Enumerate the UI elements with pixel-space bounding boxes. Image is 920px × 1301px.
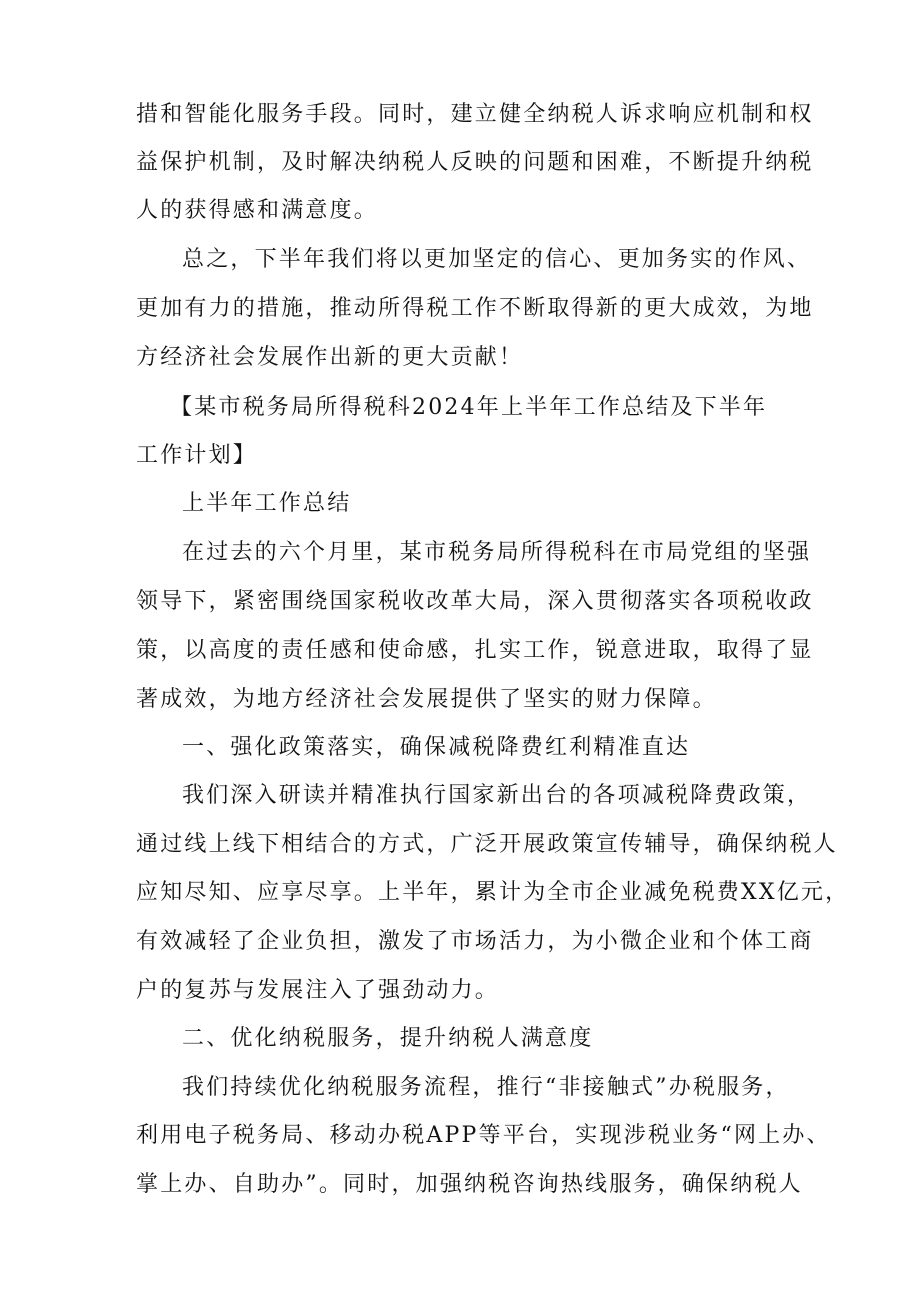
paragraph-line: 在过去的六个月里，某市税务局所得税科在市局党组的坚强	[182, 540, 812, 565]
section-title: 工作计划】	[136, 443, 258, 468]
paragraph-line: 著成效，为地方经济社会发展提供了坚实的财力保障。	[136, 687, 717, 712]
subheading: 二、优化纳税服务，提升纳税人满意度	[182, 1026, 594, 1051]
subheading: 上半年工作总结	[182, 491, 352, 516]
paragraph-line: 人的获得感和满意度。	[136, 198, 379, 223]
paragraph-line: 户的复苏与发展注入了强劲动力。	[136, 978, 500, 1003]
paragraph-line: 有效减轻了企业负担，激发了市场活力，为小微企业和个体工商	[136, 929, 814, 954]
paragraph-line: 更加有力的措施，推动所得税工作不断取得新的更大成效，为地	[136, 296, 814, 321]
paragraph-line: 掌上办、自助办”。同时，加强纳税咨询热线服务，确保纳税人	[136, 1172, 803, 1197]
paragraph-line: 总之，下半年我们将以更加坚定的信心、更加务实的作风、	[182, 247, 812, 272]
paragraph-line: 我们深入研读并精准执行国家新出台的各项减税降费政策，	[182, 783, 812, 808]
paragraph-line: 益保护机制，及时解决纳税人反映的问题和困难，不断提升纳税	[136, 150, 814, 175]
paragraph-line: 方经济社会发展作出新的更大贡献！	[136, 345, 524, 370]
paragraph-line: 通过线上线下相结合的方式，广泛开展政策宣传辅导，确保纳税人	[136, 832, 838, 857]
paragraph-line: 策，以高度的责任感和使命感，扎实工作，锐意进取，取得了显	[136, 638, 814, 663]
paragraph-line: 措和智能化服务手段。同时，建立健全纳税人诉求响应机制和权	[136, 102, 814, 127]
paragraph-line: 领导下，紧密围绕国家税收改革大局，深入贯彻落实各项税收政	[136, 589, 814, 614]
paragraph-line: 我们持续优化纳税服务流程，推行“非接触式”办税服务，	[182, 1075, 790, 1100]
paragraph-line: 利用电子税务局、移动办税APP等平台，实现涉税业务“网上办、	[136, 1123, 831, 1148]
section-title: 【某市税务局所得税科2024年上半年工作总结及下半年	[170, 395, 768, 420]
subheading: 一、强化政策落实，确保减税降费红利精准直达	[182, 735, 691, 760]
paragraph-line: 应知尽知、应享尽享。上半年，累计为全市企业减免税费XX亿元，	[136, 880, 850, 905]
